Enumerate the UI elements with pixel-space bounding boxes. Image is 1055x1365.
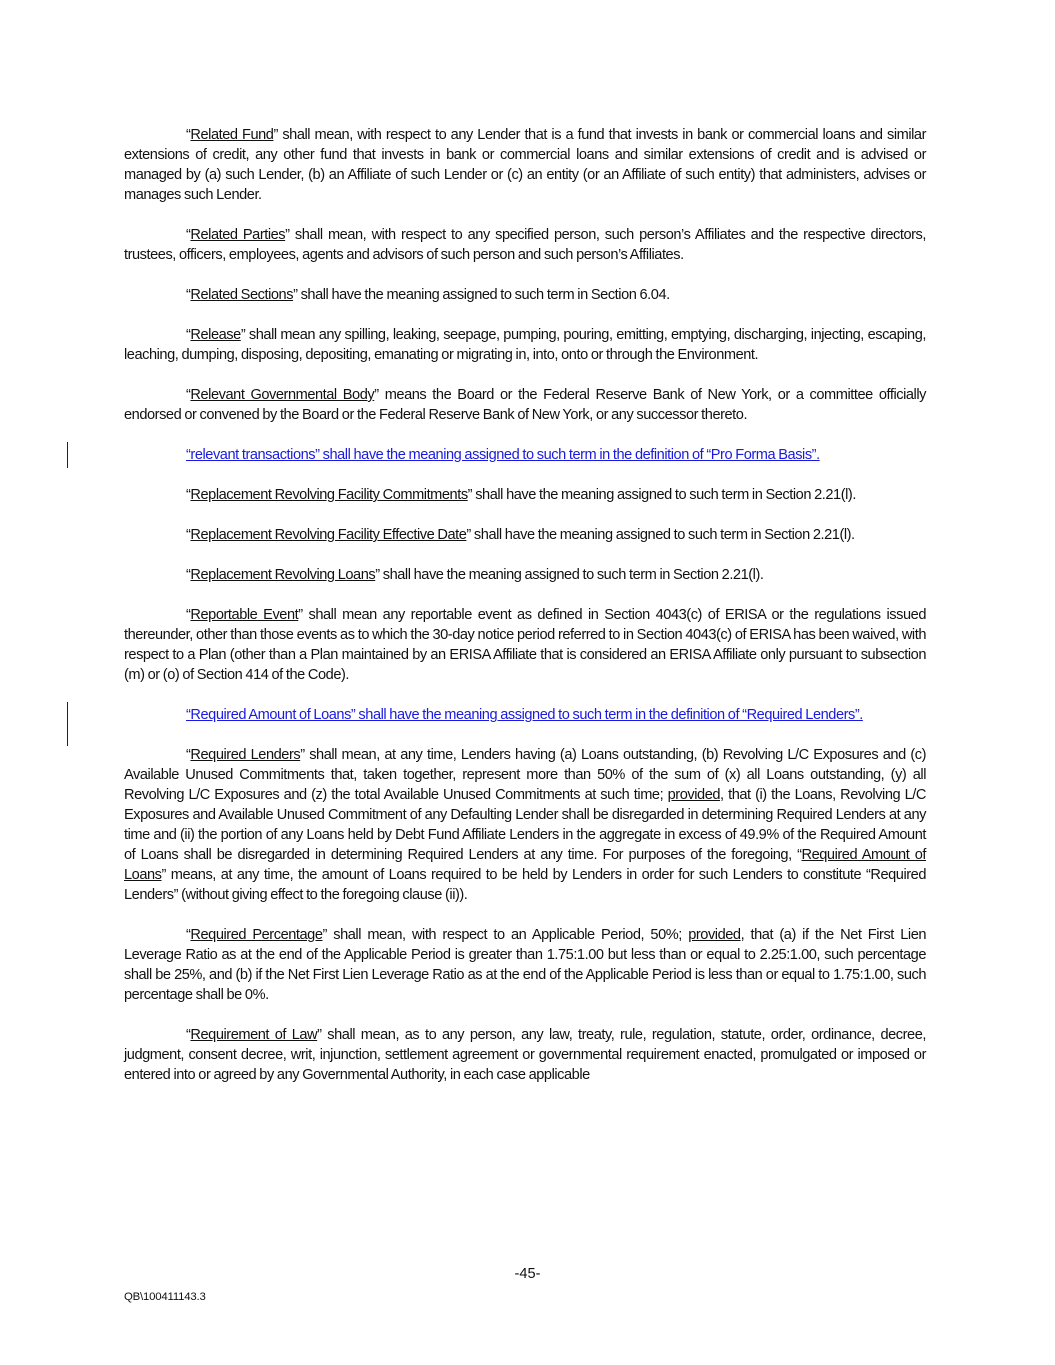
definition-related-sections [124,285,926,305]
revision-bar [67,442,68,468]
definition-required-percentage [124,925,926,1005]
defined-term: Related Sections [190,287,294,303]
document-id: QB\100411143.3 [124,1291,206,1303]
definition-text: shall mean, at any time, Lenders having (a) Loans outstanding, (b) Revolving L/C Exposures and (c) Available Unused Commitments that, taken together, represent more than 50% of the sum of (x) all Loans outstanding, (y) all Revolving L/C Exposures and (z) the total Available Unused Commitments at such time; [124,747,926,803]
defined-term: Replacement Revolving Loans [190,567,376,583]
definition-release [124,325,926,365]
close-quote: ” [374,387,379,403]
definition-text: , that (a) if the Net First Lien Leverage Ratio as at the end of the Applicable Period is greater than 1.75:1.00 but less than or equal to 2.25:1.00, such percentage shall be 25%, and (b) if the Net First Lien Leverage Ratio as at the end of the Applicable Period is less than or equal to 1.75:1.00, such percentage shall be 0%. [124,927,927,1003]
open-quote: “ [186,1027,191,1043]
open-quote: “ [186,607,191,623]
open-quote: “ [186,567,191,583]
open-quote: “ [186,327,191,343]
provided-term: provided [688,927,741,943]
open-quote: “ [186,287,191,303]
defined-term: Required Lenders [190,747,301,763]
definition-required-lenders [124,745,926,905]
definition-text: shall mean, with respect to an Applicable Period, 50%; [326,927,689,943]
definition-replacement-revolving-facility-commitments [124,485,926,505]
close-quote: ” [298,607,303,623]
page-number: -45- [514,1266,541,1282]
definition-text: shall have the meaning assigned to such term in Section 2.21(l). [379,567,764,583]
provided-term: provided [667,787,721,803]
definition-related-fund [124,125,926,205]
open-quote: “ [186,927,191,943]
definition-text: means the Board or the Federal Reserve Bank of New York, or a committee officially endorsed or convened by the Board or the Federal Reserve Bank of New York, or any successor thereto. [124,387,926,423]
defined-term: Required Percentage [190,927,323,943]
open-quote: “ [186,387,191,403]
definition-text: shall mean any reportable event as defined in Section 4043(c) of ERISA or the regulations issued thereunder, other than those events as to which the 30-day notice period referred to in Section 4043(c) of ERISA has been waived, with respect to a Plan (other than a Plan maintained by an ERISA Affiliate that is considered an ERISA Affiliate only pursuant to subsection (m) or (o) of Section 414 of the Code). [124,607,926,683]
close-quote: ” [293,287,298,303]
definition-related-parties [124,225,926,265]
open-quote: “ [186,227,191,243]
definition-replacement-revolving-facility-effective-date [124,525,926,545]
defined-term: Required Amount of Loans [124,847,926,883]
close-quote: ” [285,227,290,243]
defined-term: Related Parties [190,227,286,243]
close-quote: ” [273,127,278,143]
open-quote: “ [186,487,191,503]
defined-term: Reportable Event [190,607,299,623]
document-body [124,125,926,1105]
close-quote: ” [322,927,327,943]
definition-text: shall have the meaning assigned to such term in Section 2.21(l). [472,487,856,503]
definition-text: , that (i) the Loans, Revolving L/C Exposures and Available Unused Commitment of any Defaulting Lender shall be disregarded in determining Required Lenders at any time and (ii) the portion of any Loans held by Debt Fund Affiliate Lenders in the aggregate in excess of 49.9% of the Required Amount of Loans shall be disregarded in determining Required Lenders at any time. For purposes of the foregoing, “ [124,787,926,863]
open-quote: “ [186,127,191,143]
inserted-text: “relevant transactions” shall have the meaning assigned to such term in the definition of “Pro Forma Basis”. [186,447,820,463]
definition-text: shall mean, with respect to any specified person, such person’s Affiliates and the respective directors, trustees, officers, employees, agents and advisors of such person and such person’s Affiliates. [124,227,926,263]
definition-requirement-of-law [124,1025,926,1085]
definition-relevant-governmental-body [124,385,926,425]
definition-text: ” means, at any time, the amount of Loans required to be held by Lenders in order for such Lenders to constitute “Required Lenders” (without giving effect to the foregoing clause (ii)). [124,867,926,903]
close-quote: ” [240,327,246,343]
revision-bar [67,702,68,746]
definition-text: shall have the meaning assigned to such term in Section 6.04. [297,287,670,303]
inserted-text: “Required Amount of Loans” shall have the meaning assigned to such term in the definition of “Required Lenders”. [186,707,863,723]
definition-reportable-event [124,605,926,685]
close-quote: ” [375,567,380,583]
close-quote: ” [317,1027,322,1043]
defined-term: Release [190,327,241,343]
open-quote: “ [186,527,191,543]
definition-text: shall mean, with respect to any Lender that is a fund that invests in bank or commercial loans and similar extensions of credit, any other fund that invests in bank or commercial loans and similar extensions of credit and is advised or managed by (a) such Lender, (b) an Affiliate of such Lender or (c) an entity (or an Affiliate of such entity) that administers, advises or manages such Lender. [124,127,926,203]
definition-text: shall mean any spilling, leaking, seepage, pumping, pouring, emitting, emptying, discharging, injecting, escaping, leaching, dumping, disposing, depositing, emanating or migrating in, into, onto or through the Environment. [124,327,926,363]
definition-text: shall mean, as to any person, any law, treaty, rule, regulation, statute, order, ordinance, decree, judgment, consent decree, writ, injunction, settlement agreement or governmental requirement enacted, promulgated or imposed or entered into or agreed by any Governmental Authority, in each case applicable [124,1027,926,1083]
definition-required-amount-of-loans-inserted [124,705,926,725]
close-quote: ” [467,487,473,503]
definition-text: shall have the meaning assigned to such term in Section 2.21(l). [470,527,855,543]
defined-term: Replacement Revolving Facility Commitments [190,487,468,503]
defined-term: Replacement Revolving Facility Effective Date [190,527,467,543]
close-quote: ” [466,527,471,543]
defined-term: Relevant Governmental Body [190,387,375,403]
definition-replacement-revolving-loans [124,565,926,585]
defined-term: Related Fund [190,127,274,143]
open-quote: “ [186,747,191,763]
definition-relevant-transactions-inserted [124,445,926,465]
defined-term: Requirement of Law [190,1027,318,1043]
close-quote: ” [300,747,305,763]
